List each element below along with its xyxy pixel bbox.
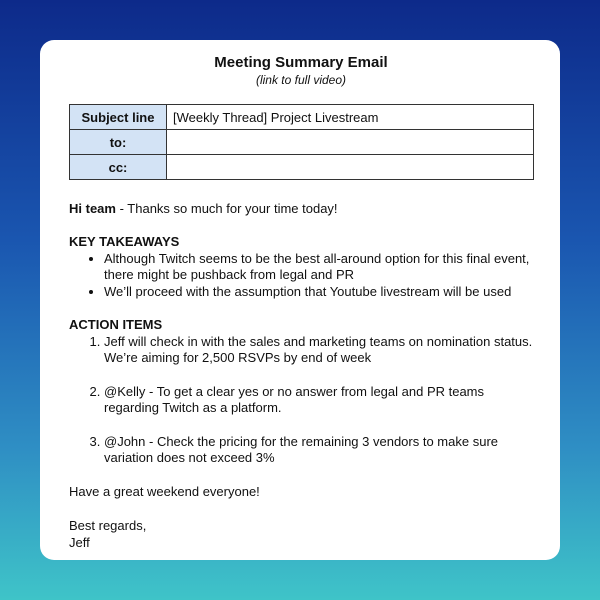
subject-field[interactable]: [Weekly Thread] Project Livestream bbox=[167, 105, 534, 130]
cc-field[interactable] bbox=[167, 155, 534, 180]
key-takeaways-section bbox=[69, 234, 533, 300]
signature-block bbox=[69, 517, 533, 551]
signoff: Best regards, bbox=[69, 517, 147, 533]
actions-list bbox=[69, 334, 533, 467]
to-label: to: bbox=[70, 130, 167, 155]
greeting bbox=[69, 201, 533, 217]
email-header-table bbox=[69, 104, 534, 180]
greeting-text: - Thanks so much for your time today! bbox=[115, 201, 338, 216]
cc-row bbox=[70, 155, 534, 180]
closing-line: Have a great weekend everyone! bbox=[69, 483, 260, 499]
list-item: 2. @Kelly - To get a clear yes or no answer from legal and PR teams regarding Twitch as a platform. bbox=[104, 384, 533, 417]
cc-label: cc: bbox=[70, 155, 167, 180]
actions-heading: ACTION ITEMS bbox=[69, 317, 163, 332]
page-title: Meeting Summary Email bbox=[214, 54, 388, 71]
takeaways-list bbox=[69, 251, 533, 301]
list-item: 3. @John - Check the pricing for the remaining 3 vendors to make sure variation does not exceed 3% bbox=[104, 434, 533, 467]
list-item: 1. Jeff will check in with the sales and marketing teams on nomination status. We’re aiming for 2,500 RSVPs by end of week bbox=[104, 334, 533, 367]
subject-label: Subject line bbox=[70, 105, 167, 130]
subject-row bbox=[70, 105, 534, 130]
video-link[interactable]: (link to full video) bbox=[255, 73, 347, 87]
to-field[interactable] bbox=[167, 130, 534, 155]
takeaways-heading: KEY TAKEAWAYS bbox=[69, 234, 180, 249]
greeting-bold: Hi team bbox=[69, 201, 116, 216]
signature-name: Jeff bbox=[69, 534, 90, 550]
action-items-section bbox=[69, 317, 533, 467]
list-item: • We’ll proceed with the assumption that Youtube livestream will be used bbox=[104, 284, 533, 301]
email-card bbox=[40, 40, 560, 560]
to-row bbox=[70, 130, 534, 155]
list-item: • Although Twitch seems to be the best all-around option for this final event, there might be pushback from legal and PR bbox=[104, 251, 533, 284]
